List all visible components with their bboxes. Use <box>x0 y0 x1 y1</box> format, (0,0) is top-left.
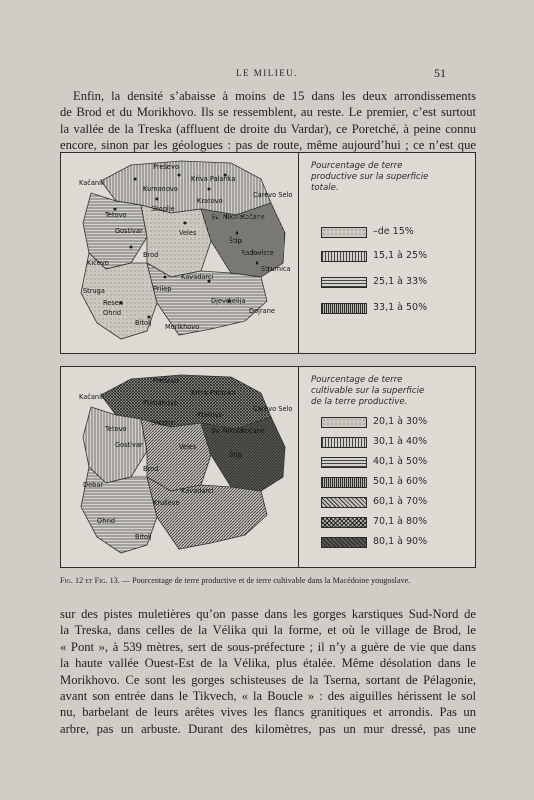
text-line: arbre, pas un arbuste. Durant des kilomètres, pas un mur dressé, pas une <box>60 721 476 736</box>
paragraph-bottom <box>60 606 476 737</box>
map-label: Gostivar <box>115 227 143 235</box>
map-label: Skoplje <box>151 205 175 213</box>
text-line: sur des pistes muletières qu’on passe dans les gorges karstiques Sud-Nord de <box>60 607 476 621</box>
running-head-title: LE MILIEU. <box>236 68 298 78</box>
map-label: Sv. Nikola <box>211 427 244 435</box>
map-label: Kočane <box>241 213 265 221</box>
map-label: Ohrid <box>97 517 116 525</box>
legend-swatch <box>321 277 367 288</box>
page-number: 51 <box>434 66 446 80</box>
map-label: Brod <box>143 251 159 259</box>
map-label: Morikhovo <box>165 323 200 331</box>
legend-swatch <box>321 227 367 238</box>
map-label: Kavadarci <box>181 273 214 281</box>
legend-cultivable: Pourcentage de terre cultivable sur la superficie de la terre productive. 20,1 à 30% 30,1 à 40% 40,1 à 50% 50,1 à 60% 60,1 à 70% 70,1 à 80% 80,1 à 90% <box>298 367 477 567</box>
legend-swatch <box>321 251 367 262</box>
map-label: Veles <box>179 229 197 237</box>
map-cultivable <box>61 367 298 567</box>
map-label: Kratovo <box>197 411 223 419</box>
figure-caption <box>60 576 500 585</box>
running-head <box>0 66 534 80</box>
legend-swatch <box>321 477 367 488</box>
text-line: « Pont », à 539 mètres, sert de sous-préfecture ; il n’y a guère de vie que dans <box>60 639 476 654</box>
map-label: Kumanovo <box>143 185 178 193</box>
map-label: Strumica <box>261 265 291 273</box>
map-label: Carevo Selo <box>253 405 293 413</box>
legend-swatch <box>321 497 367 508</box>
legend-productive: Pourcentage de terre productive sur la superficie totale. –de 15% 15,1 à 25% 25,1 à 33% 33,1 à 50% <box>298 153 477 353</box>
map-label: Bitolj <box>135 533 152 541</box>
map-label: Kačanik <box>79 179 105 187</box>
text-line: avant son entrée dans le Tikvech, « la Boucle » : des aiguilles hérissent le sol <box>60 689 476 704</box>
legend-title: Pourcentage de terre cultivable sur la superficie de la terre productive. <box>311 375 425 407</box>
legend-swatch <box>321 437 367 448</box>
map-label: Kruševo <box>153 499 180 507</box>
map-label: Kratovo <box>197 197 223 205</box>
map-productive <box>61 153 298 353</box>
legend-swatch <box>321 537 367 548</box>
figure-reference: Fig. 12 et Fig. 13. <box>60 576 120 585</box>
map-label: Sv. Nikola <box>211 213 244 221</box>
map-label: Bitolj <box>135 319 152 327</box>
map-label: Dojrane <box>249 307 275 315</box>
map-label: Štip <box>229 237 242 245</box>
map-label: Veles <box>179 443 197 451</box>
map-label: Gostivar <box>115 441 143 449</box>
map-label: Kočane <box>241 427 265 435</box>
legend-swatch <box>321 457 367 468</box>
map-label: Brod <box>143 465 159 473</box>
map-label: Tetovo <box>105 211 127 219</box>
text-line: encore, sinon par les géologues : pas de route, même aujourd’hui ; ce n’est que <box>60 138 476 153</box>
map-label: Kavadarci <box>181 487 214 495</box>
map-label: Ohrid <box>103 309 122 317</box>
map-panel-productive <box>60 152 476 354</box>
legend-swatch <box>321 303 367 314</box>
text-line: Morikhovo. Ce sont les gorges schisteuses de la Tserna, sortant de Pélagonie, <box>60 672 476 687</box>
text-line: de Brod et du Morikhovo. Ils se ressemblent, au reste. Le premier, c’est surtout <box>60 105 476 120</box>
map-label: Debar <box>83 481 104 489</box>
text-line: la vallée de la Treska (affluent de droite du Vardar), ce Poretché, à peine connu <box>60 121 476 136</box>
text-line: Enfin, la densité s’abaisse à moins de 15 dans les deux arrondissements <box>73 89 476 103</box>
figure-maps <box>60 152 476 568</box>
map-label: Preševo <box>153 377 179 385</box>
map-label: Kačanik <box>79 393 105 401</box>
text-line: nu, barbelant de leurs arêtes vives les flancs granitiques et arrondis. Pas un <box>60 705 476 720</box>
caption-text: — Pourcentage de terre productive et de terre cultivable dans la Macédoine yougoslave. <box>119 576 411 585</box>
paragraph-top <box>60 88 476 154</box>
map-label: Djevdjelija <box>211 297 246 305</box>
map-label: Radoviste <box>241 249 274 257</box>
map-label: Kičevo <box>87 259 109 267</box>
map-label: Kriva Palanka <box>191 389 236 397</box>
map-label: Resen <box>103 299 124 307</box>
legend-title: Pourcentage de terre productive sur la superficie totale. <box>311 161 429 193</box>
legend-swatch <box>321 517 367 528</box>
text-line: la Treska, dans celles de la Vélika qui la forme, et où le village de Brod, le <box>60 623 476 638</box>
map-label: Prilep <box>153 285 172 293</box>
map-label: Skoplje <box>151 419 175 427</box>
map-label: Kumanovo <box>143 399 178 407</box>
map-label: Kriva Palanka <box>191 175 236 183</box>
map-label: Štip <box>229 451 242 459</box>
map-label: Tetovo <box>105 425 127 433</box>
map-panel-cultivable <box>60 366 476 568</box>
legend-swatch <box>321 417 367 428</box>
map-label: Carevo Selo <box>253 191 293 199</box>
text-line: la haute vallée Ouest-Est de la Vélika, plus étalée. Même désolation dans le <box>60 656 476 671</box>
map-label: Struga <box>83 287 105 295</box>
map-label: Preševo <box>153 163 179 171</box>
